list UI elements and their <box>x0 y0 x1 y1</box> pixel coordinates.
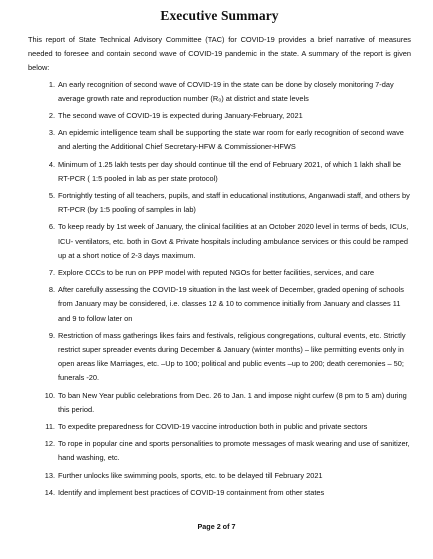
summary-point <box>28 486 411 500</box>
intro-paragraph: This report of State Technical Advisory Committee (TAC) for COVID-19 provides a brief narrative of measures needed to foresee and contain second wave of COVID-19 pandemic in the state. A summary of the report is given below: <box>28 35 411 73</box>
page-number: Page 2 of 7 <box>197 522 236 531</box>
summary-point <box>28 283 411 326</box>
summary-point <box>28 437 411 465</box>
point-number: 10. <box>44 390 55 400</box>
point-text: Identify and implement best practices of COVID-19 containment from other states <box>58 487 325 497</box>
summary-point <box>28 109 411 123</box>
point-text: Restriction of mass gatherings likes fairs and festivals, religious congregations, cultural events, etc. Strictly restrict super spreader events during December & January (winter months) – like permitting events only in open areas like Marriages, etc. –Up to 100; political and public events –up to 200; death ceremonies – 50; funerals -20. <box>58 330 406 383</box>
point-number: 9. <box>48 330 55 340</box>
summary-point <box>28 189 411 217</box>
summary-point <box>28 389 411 417</box>
point-text: To rope in popular cine and sports personalities to promote messages of mask wearing and use of sanitizer, hand washing, etc. <box>58 439 410 463</box>
point-number: 5. <box>48 191 55 201</box>
summary-point <box>28 469 411 483</box>
point-number: 8. <box>48 285 55 295</box>
summary-point <box>28 158 411 186</box>
summary-point <box>28 220 411 263</box>
point-number: 7. <box>48 268 55 278</box>
summary-point <box>28 329 411 386</box>
summary-point <box>28 266 411 280</box>
point-text: An epidemic intelligence team shall be supporting the state war room for early recognition of second wave and alerting the Additional Chief Secretary-HFW & Commissioner-HFWS <box>58 128 404 152</box>
point-text: To expedite preparedness for COVID-19 vaccine introduction both in public and private sectors <box>58 422 368 432</box>
point-number: 6. <box>48 222 55 232</box>
point-number: 3. <box>48 128 55 138</box>
summary-points-list <box>28 78 411 500</box>
point-number: 12. <box>44 439 55 449</box>
point-text: An early recognition of second wave of COVID-19 in the state can be done by closely monitoring 7-day average growth rate and reproduction number (R₀) at district and state levels <box>58 79 394 103</box>
point-text: After carefully assessing the COVID-19 situation in the last week of December, graded opening of schools from January may be considered, i.e. classes 12 & 10 to commence initially from January and classes 11 and 9 to follow later on <box>58 285 404 323</box>
point-number: 13. <box>44 470 55 480</box>
summary-point <box>28 78 411 106</box>
point-number: 4. <box>48 159 55 169</box>
summary-point <box>28 420 411 434</box>
point-text: Further unlocks like swimming pools, sports, etc. to be delayed till February 2021 <box>58 470 323 480</box>
point-number: 14. <box>44 487 55 497</box>
summary-point <box>28 126 411 154</box>
point-text: Minimum of 1.25 lakh tests per day should continue till the end of February 2021, of which 1 lakh shall be RT-PCR ( 1:5 pooled in lab as per state protocol) <box>58 159 402 183</box>
page-title: Executive Summary <box>160 8 279 23</box>
point-text: To keep ready by 1st week of January, the clinical facilities at an October 2020 level in terms of beds, ICUs, ICU- ventilators, etc. both in Govt & Private hospitals including ambulance services or this could be ramped up at a short notice of 2-3 days maximum. <box>58 222 409 260</box>
point-text: To ban New Year public celebrations from Dec. 26 to Jan. 1 and impose night curfew (8 pm to 5 am) during this period. <box>58 390 407 414</box>
point-text: Fortnightly testing of all teachers, pupils, and staff in educational institutions, Anganwadi staff, and others by RT-PCR (by 1:5 pooling of samples in lab) <box>58 191 410 215</box>
point-number: 1. <box>48 79 55 89</box>
point-text: Explore CCCs to be run on PPP model with reputed NGOs for better facilities, services, and care <box>58 268 375 278</box>
point-number: 11. <box>45 422 55 432</box>
point-number: 2. <box>48 111 55 121</box>
point-text: The second wave of COVID-19 is expected during January-February, 2021 <box>58 111 303 121</box>
